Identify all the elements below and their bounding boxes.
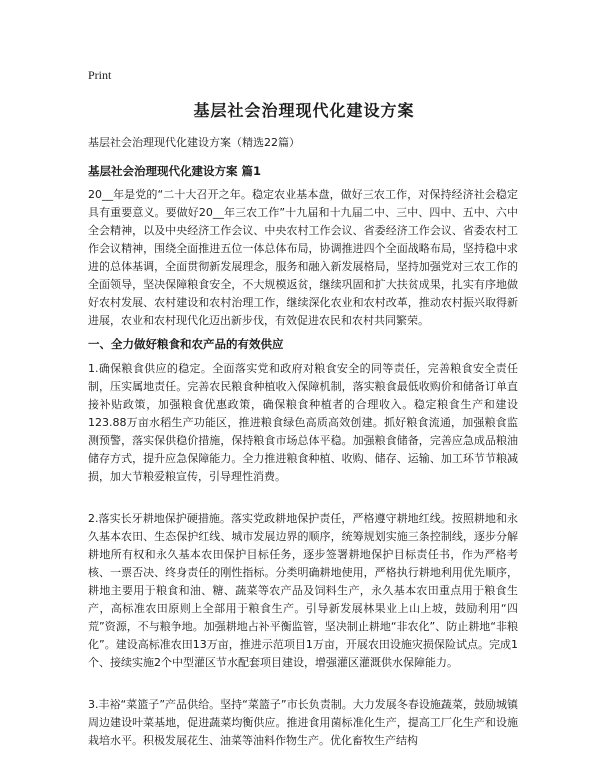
paragraph-3: 3.丰裕“菜篮子”产品供给。坚持“菜篮子”市长负责制。大力发展冬春设施蔬菜，鼓励城镇周边建设叶菜基地，促进蔬菜均衡供应。推进食用菌标准化生产，提高工厂化生产和设施栽培水平。积极发展花生、油菜等油料作物生产。优化畜牧生产结构 bbox=[88, 698, 518, 747]
print-link[interactable]: Print bbox=[88, 68, 112, 82]
page-title: 基层社会治理现代化建设方案 bbox=[193, 101, 415, 120]
paragraph-1: 1.确保粮食供应的稳定。全面落实党和政府对粮食安全的同等责任，完善粮食安全责任制，压实属地责任。完善农民粮食种植收入保障机制，落实粮食最低收购价和储备订单直接补贴政策，加强粮食优惠政策，确保粮食种植者的合理收入。稳定粮食生产和建设123.88万亩水稻生产功能区，推进粮食绿色高质高效创建。抓好粮食流通，加强粮食监测预警，落实保供稳价措施，保持粮食市场总体平稳。加强粮食储备，完善应急成品粮油储存方式，提升应急保障能力。全力推进粮食种植、收购、储存、运输、加工环节节粮减损，加大节粮爱粮宣传，引导理性消费。 bbox=[88, 362, 518, 483]
intro-paragraph: 20__年是党的“二十大召开之年。稳定农业基本盘，做好三农工作，对保持经济社会稳定具有重要意义。要做好20__年三农工作”十九届和十九届二中、三中、四中、五中、六中全会精神，以及中央经济工作会议、中央农村工作会议、省委经济工作会议、省委农村工作会议精神，围绕全面推进五位一体总体布局，协调推进四个全面战略布局，坚持稳中求进的总体基调，全面贯彻新发展理念，服务和融入新发展格局，坚持加强党对三农工作的全面领导，坚决保障粮食安全，不大规模返贫，继续巩固和扩大扶贫成果，扎实有序地做好农村发展、农村建设和农村治理工作，继续深化农业和农村改革，推动农村振兴取得新进展，农业和农村现代化迈出新步伐，有效促进农民和农村共同繁荣。 bbox=[88, 188, 518, 327]
paragraph-2: 2.落实长牙耕地保护硬措施。落实党政耕地保护责任，严格遵守耕地红线。按照耕地和永久基本农田、生态保护红线、城市发展边界的顺序，统筹规划实施三条控制线，逐步分解耕地所有权和永久基本农田保护目标任务，逐步签署耕地保护目标责任书，作为严格考核、一票否决、终身责任的刚性指标。分类明确耕地使用，严格执行耕地利用优先顺序，耕地主要用于粮食和油、糖、蔬菜等农产品及饲料生产，永久基本农田重点用于粮食生产，高标准农田原则上全部用于粮食生产。引导新发展林果业上山上坡，鼓励利用“四荒”资源，不与粮争地。加强耕地占补平衡监管，坚决制止耕地“非农化”、防止耕地“非粮化”。建设高标准农田13万亩，推进示范项目1万亩，开展农田设施灾损保险试点。完成1个、接续实施2个中型灌区节水配套项目建设，增强灌区灌溉供水保障能力。 bbox=[88, 512, 518, 669]
heading-1: 一、全力做好粮食和农产品的有效供应 bbox=[88, 337, 284, 351]
section-heading: 基层社会治理现代化建设方案 篇1 bbox=[88, 164, 262, 178]
document-subtitle: 基层社会治理现代化建设方案（精选22篇） bbox=[88, 136, 300, 149]
